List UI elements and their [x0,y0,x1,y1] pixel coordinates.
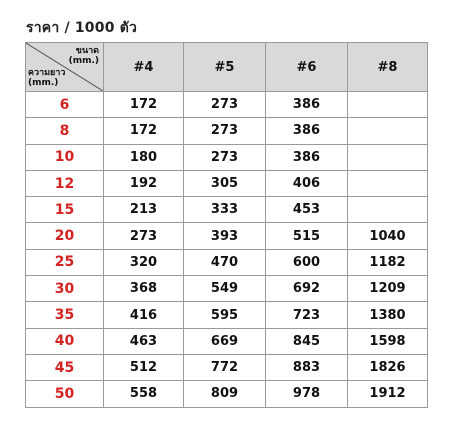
table-row [26,276,428,302]
price-cell: 600 [266,249,348,275]
price-cell: 470 [184,249,266,275]
price-cell: 172 [104,118,184,144]
price-cell: 416 [104,302,184,328]
price-cell [348,170,428,196]
length-cell: 12 [26,170,104,196]
length-cell: 8 [26,118,104,144]
column-header-size-5: #5 [184,43,266,92]
page-title: ราคา / 1000 ตัว [26,20,138,36]
table-row [26,197,428,223]
length-cell: 20 [26,223,104,249]
length-cell: 15 [26,197,104,223]
price-cell: 1209 [348,276,428,302]
price-cell: 595 [184,302,266,328]
price-cell: 978 [266,381,348,407]
price-cell: 273 [184,144,266,170]
price-cell: 180 [104,144,184,170]
price-cell [348,197,428,223]
price-cell: 1040 [348,223,428,249]
price-cell: 1182 [348,249,428,275]
length-cell: 10 [26,144,104,170]
column-header-size-4: #4 [104,43,184,92]
price-cell: 393 [184,223,266,249]
length-label-text: ความยาว [28,68,66,78]
price-cell: 386 [266,118,348,144]
price-cell: 512 [104,354,184,380]
table-row [26,249,428,275]
price-cell: 273 [184,118,266,144]
price-cell: 172 [104,92,184,118]
table-header-row [26,43,428,92]
length-cell: 6 [26,92,104,118]
price-cell: 845 [266,328,348,354]
price-cell: 809 [184,381,266,407]
price-cell: 515 [266,223,348,249]
price-cell: 692 [266,276,348,302]
price-cell: 883 [266,354,348,380]
size-unit-text: (mm.) [68,56,99,66]
table-row [26,92,428,118]
price-cell: 320 [104,249,184,275]
price-cell: 386 [266,92,348,118]
table-row [26,302,428,328]
price-cell: 453 [266,197,348,223]
price-cell: 549 [184,276,266,302]
price-cell: 463 [104,328,184,354]
price-cell: 273 [184,92,266,118]
length-cell: 40 [26,328,104,354]
price-cell: 273 [104,223,184,249]
price-cell: 669 [184,328,266,354]
price-cell: 1598 [348,328,428,354]
price-table [25,42,428,408]
table-row [26,381,428,407]
table-row [26,170,428,196]
price-cell [348,144,428,170]
length-label [28,68,65,88]
price-cell: 1826 [348,354,428,380]
length-unit-text: (mm.) [28,78,59,88]
length-cell: 45 [26,354,104,380]
column-header-size-6: #6 [266,43,348,92]
price-cell [348,118,428,144]
price-cell [348,92,428,118]
price-cell: 305 [184,170,266,196]
length-cell: 30 [26,276,104,302]
price-cell: 213 [104,197,184,223]
price-cell: 368 [104,276,184,302]
price-cell: 406 [266,170,348,196]
price-cell: 723 [266,302,348,328]
price-cell: 772 [184,354,266,380]
table-row [26,328,428,354]
table-row [26,118,428,144]
length-cell: 50 [26,381,104,407]
price-cell: 192 [104,170,184,196]
price-cell: 333 [184,197,266,223]
table-row [26,354,428,380]
price-cell: 558 [104,381,184,407]
column-header-size-8: #8 [348,43,428,92]
length-cell: 35 [26,302,104,328]
size-label-text: ขนาด [75,46,99,56]
price-cell: 1380 [348,302,428,328]
corner-header-cell [26,43,104,92]
table-row [26,223,428,249]
price-cell: 386 [266,144,348,170]
price-cell: 1912 [348,381,428,407]
size-label [69,46,99,66]
length-cell: 25 [26,249,104,275]
table-row [26,144,428,170]
